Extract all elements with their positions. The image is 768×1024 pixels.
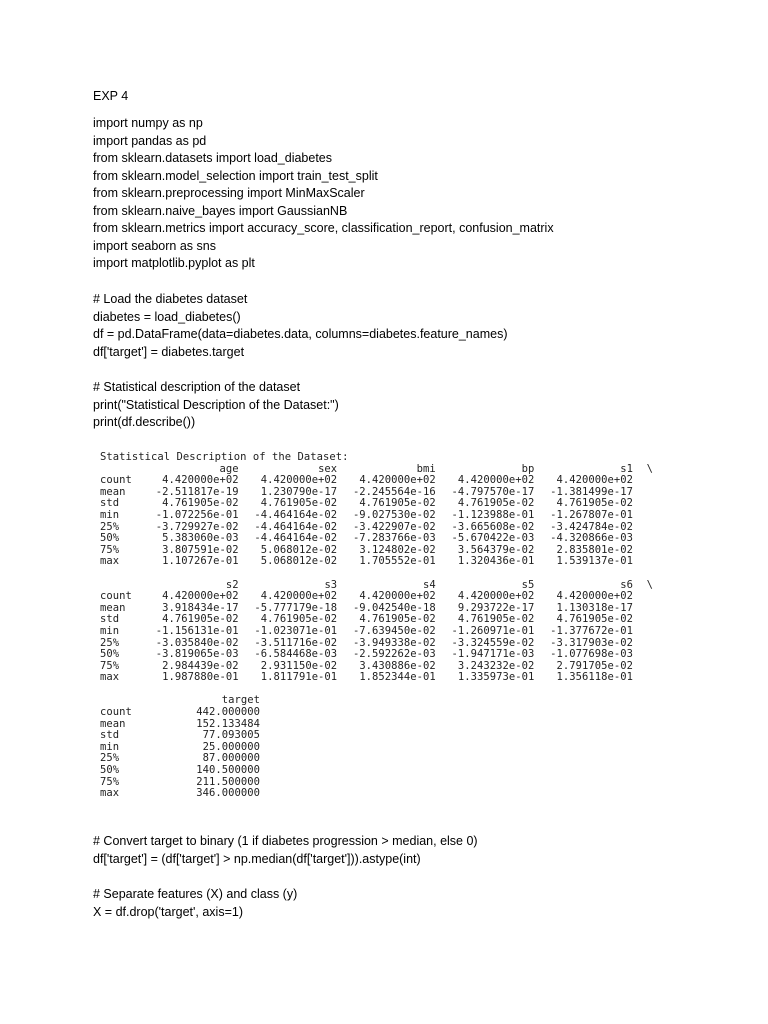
table-cell: -3.424784e-02 xyxy=(550,520,633,533)
table-cell: -3.665608e-02 xyxy=(451,520,535,533)
table-cell: -1.267807e-01 xyxy=(550,508,633,521)
column-header: sex xyxy=(318,462,338,475)
table-cell: 2.791705e-02 xyxy=(556,659,633,672)
table-cell: 4.761905e-02 xyxy=(162,613,239,626)
table-cell: 87.000000 xyxy=(202,752,260,765)
table-cell: 5.068012e-02 xyxy=(260,543,338,556)
column-header: target xyxy=(221,694,260,707)
table-cell: 2.984439e-02 xyxy=(162,659,239,672)
code-line: df['target'] = (df['target'] > np.median(df['target'])).astype(int) xyxy=(93,851,421,866)
row-label: std xyxy=(100,613,120,626)
line-continuation: \ xyxy=(646,462,653,475)
column-header: s4 xyxy=(423,578,436,591)
column-header: s2 xyxy=(225,578,239,591)
code-line: # Separate features (X) and class (y) xyxy=(93,887,298,901)
row-label: count xyxy=(100,706,132,719)
row-label: min xyxy=(100,740,120,753)
code-line: from sklearn.datasets import load_diabetes xyxy=(93,151,333,165)
stats-table-2 xyxy=(100,580,653,684)
table-cell: -1.077698e-03 xyxy=(550,648,633,661)
load-dataset-block xyxy=(93,291,508,361)
table-cell: 1.130318e-17 xyxy=(556,601,633,614)
row-label: min xyxy=(100,508,120,521)
table-cell: 3.918434e-17 xyxy=(162,601,239,614)
table-cell: 4.761905e-02 xyxy=(359,497,436,510)
table-cell: 3.564379e-02 xyxy=(457,543,535,556)
table-row xyxy=(100,672,653,684)
row-label: 25% xyxy=(100,520,120,533)
table-row xyxy=(100,556,653,568)
table-cell: -7.639450e-02 xyxy=(352,624,436,637)
row-label: mean xyxy=(100,485,126,498)
row-label: count xyxy=(100,474,132,487)
table-cell: 5.383060e-03 xyxy=(162,532,239,545)
table-cell: 4.761905e-02 xyxy=(260,497,338,510)
table-cell: 1.107267e-01 xyxy=(162,555,239,568)
code-line: # Convert target to binary (1 if diabetes progression > median, else 0) xyxy=(93,834,478,848)
table-row xyxy=(100,707,653,719)
row-label: 50% xyxy=(100,648,120,661)
table-cell: 211.500000 xyxy=(196,775,260,788)
table-cell: -5.670422e-03 xyxy=(451,532,535,545)
table-cell: 1.539137e-01 xyxy=(556,555,633,568)
table-cell: 4.420000e+02 xyxy=(359,590,436,603)
table-row xyxy=(100,719,653,731)
column-header: bp xyxy=(521,462,535,475)
table-cell: 4.420000e+02 xyxy=(260,590,338,603)
table-cell: -4.464164e-02 xyxy=(254,508,338,521)
row-label: 50% xyxy=(100,532,120,545)
row-label: min xyxy=(100,624,120,637)
table-row xyxy=(100,510,653,522)
column-header: age xyxy=(219,462,239,475)
table-cell: 5.068012e-02 xyxy=(260,555,338,568)
table-row xyxy=(100,730,653,742)
table-cell: -7.283766e-03 xyxy=(352,532,436,545)
code-line: # Statistical description of the dataset xyxy=(93,380,301,394)
table-cell: 3.243232e-02 xyxy=(457,659,535,672)
table-cell: 4.420000e+02 xyxy=(556,590,633,603)
table-cell: 4.761905e-02 xyxy=(162,497,239,510)
column-header: s1 xyxy=(620,462,633,475)
table-cell: 1.335973e-01 xyxy=(457,671,535,684)
binary-target-block xyxy=(93,833,478,868)
table-cell: -3.729927e-02 xyxy=(155,520,239,533)
table-cell: 9.293722e-17 xyxy=(457,601,535,614)
code-line: diabetes = load_diabetes() xyxy=(93,309,241,324)
table-cell: -3.949338e-02 xyxy=(352,636,436,649)
column-header: s6 xyxy=(620,578,633,591)
table-cell: -4.797570e-17 xyxy=(451,485,535,498)
table-row xyxy=(100,788,653,800)
code-line: from sklearn.naive_bayes import GaussianNB xyxy=(93,203,348,218)
column-header: s5 xyxy=(521,578,535,591)
table-row xyxy=(100,533,653,545)
code-line: import matplotlib.pyplot as plt xyxy=(93,256,255,270)
code-line: from sklearn.model_selection import train_test_split xyxy=(93,168,378,183)
output-heading: Statistical Description of the Dataset: xyxy=(100,451,349,463)
table-cell: -1.123988e-01 xyxy=(451,508,535,521)
describe-block xyxy=(93,379,339,432)
table-cell: 4.420000e+02 xyxy=(457,590,535,603)
table-cell: 1.852344e-01 xyxy=(359,671,436,684)
row-label: std xyxy=(100,497,120,510)
table-cell: 1.320436e-01 xyxy=(457,555,535,568)
table-cell: -3.317903e-02 xyxy=(550,636,633,649)
table-cell: 2.931150e-02 xyxy=(260,659,338,672)
imports-block xyxy=(93,115,554,273)
table-cell: 2.835801e-02 xyxy=(556,543,633,556)
table-cell: 4.420000e+02 xyxy=(162,590,239,603)
table-cell: -9.027530e-02 xyxy=(352,508,436,521)
table-row xyxy=(100,742,653,754)
table-cell: -1.381499e-17 xyxy=(550,485,633,498)
table-cell: 3.124802e-02 xyxy=(359,543,436,556)
table-cell: 4.420000e+02 xyxy=(359,474,436,487)
column-header: s3 xyxy=(324,578,338,591)
table-cell: 1.230790e-17 xyxy=(260,485,338,498)
table-cell: -4.464164e-02 xyxy=(254,520,338,533)
table-cell: -5.777179e-18 xyxy=(254,601,338,614)
code-line: from sklearn.preprocessing import MinMaxScaler xyxy=(93,186,365,200)
code-line: import pandas as pd xyxy=(93,133,207,148)
row-label: 75% xyxy=(100,659,120,672)
table-cell: -3.511716e-02 xyxy=(254,636,338,649)
code-line: import seaborn as sns xyxy=(93,238,216,253)
code-line: print(df.describe()) xyxy=(93,415,196,429)
table-cell: 1.987880e-01 xyxy=(162,671,239,684)
table-row xyxy=(100,753,653,765)
table-row xyxy=(100,591,653,603)
code-line: df['target'] = diabetes.target xyxy=(93,344,245,359)
table-cell: 4.761905e-02 xyxy=(457,497,535,510)
table-cell: -1.260971e-01 xyxy=(451,624,535,637)
row-label: mean xyxy=(100,717,126,730)
table-row xyxy=(100,626,653,638)
code-line: X = df.drop('target', axis=1) xyxy=(93,904,243,919)
table-cell: 4.761905e-02 xyxy=(556,497,633,510)
table-cell: 4.420000e+02 xyxy=(162,474,239,487)
line-continuation: \ xyxy=(646,578,653,591)
split-features-block xyxy=(93,886,297,921)
table-cell: -6.584468e-03 xyxy=(254,648,338,661)
table-cell: 4.761905e-02 xyxy=(359,613,436,626)
table-cell: -1.156131e-01 xyxy=(155,624,239,637)
table-cell: -4.464164e-02 xyxy=(254,532,338,545)
code-line: print("Statistical Description of the Dataset:") xyxy=(93,397,339,412)
table-cell: -3.035840e-02 xyxy=(155,636,239,649)
row-label: 25% xyxy=(100,636,120,649)
table-cell: -1.947171e-03 xyxy=(451,648,535,661)
table-cell: 152.133484 xyxy=(196,717,260,730)
row-label: mean xyxy=(100,601,126,614)
table-cell: 4.761905e-02 xyxy=(260,613,338,626)
table-cell: 442.000000 xyxy=(196,706,260,719)
table-cell: -9.042540e-18 xyxy=(352,601,436,614)
table-cell: -1.023071e-01 xyxy=(254,624,338,637)
table-cell: 3.807591e-02 xyxy=(162,543,239,556)
row-label: 25% xyxy=(100,752,120,765)
row-label: 50% xyxy=(100,764,120,777)
code-line: from sklearn.metrics import accuracy_score, classification_report, confusion_matrix xyxy=(93,221,554,235)
doc-title: EXP 4 xyxy=(93,89,129,103)
code-line: df = pd.DataFrame(data=diabetes.data, columns=diabetes.feature_names) xyxy=(93,327,508,341)
table-cell: 3.430886e-02 xyxy=(359,659,436,672)
row-label: 75% xyxy=(100,775,120,788)
table-cell: 77.093005 xyxy=(202,729,260,742)
table-cell: -1.072256e-01 xyxy=(155,508,239,521)
row-label: std xyxy=(100,729,120,742)
table-cell: -3.819065e-03 xyxy=(155,648,239,661)
column-header: bmi xyxy=(416,462,436,475)
table-cell: -3.324559e-02 xyxy=(451,636,535,649)
table-row xyxy=(100,765,653,777)
table-cell: -4.320866e-03 xyxy=(550,532,633,545)
table-cell: 1.811791e-01 xyxy=(260,671,338,684)
table-cell: 25.000000 xyxy=(202,740,260,753)
stats-table-1 xyxy=(100,464,653,568)
row-label: max xyxy=(100,671,120,684)
row-label: max xyxy=(100,555,120,568)
row-label: count xyxy=(100,590,132,603)
table-cell: 346.000000 xyxy=(196,787,260,800)
row-label: 75% xyxy=(100,543,120,556)
table-cell: -2.511817e-19 xyxy=(155,485,239,498)
table-cell: 4.420000e+02 xyxy=(556,474,633,487)
console-output xyxy=(100,452,653,800)
table-cell: 1.705552e-01 xyxy=(359,555,436,568)
table-cell: -2.245564e-16 xyxy=(352,485,436,498)
table-cell: 4.420000e+02 xyxy=(457,474,535,487)
table-cell: 140.500000 xyxy=(196,764,260,777)
table-row xyxy=(100,649,653,661)
table-cell: 4.761905e-02 xyxy=(457,613,535,626)
code-line: # Load the diabetes dataset xyxy=(93,292,248,306)
table-cell: -2.592262e-03 xyxy=(352,648,436,661)
row-label: max xyxy=(100,787,120,800)
table-cell: -3.422907e-02 xyxy=(352,520,436,533)
table-header-row xyxy=(100,695,653,707)
table-row xyxy=(100,777,653,789)
stats-table-3 xyxy=(100,695,653,799)
code-line: import numpy as np xyxy=(93,116,203,130)
table-cell: 4.761905e-02 xyxy=(556,613,633,626)
table-cell: -1.377672e-01 xyxy=(550,624,633,637)
table-cell: 1.356118e-01 xyxy=(556,671,633,684)
table-cell: 4.420000e+02 xyxy=(260,474,338,487)
